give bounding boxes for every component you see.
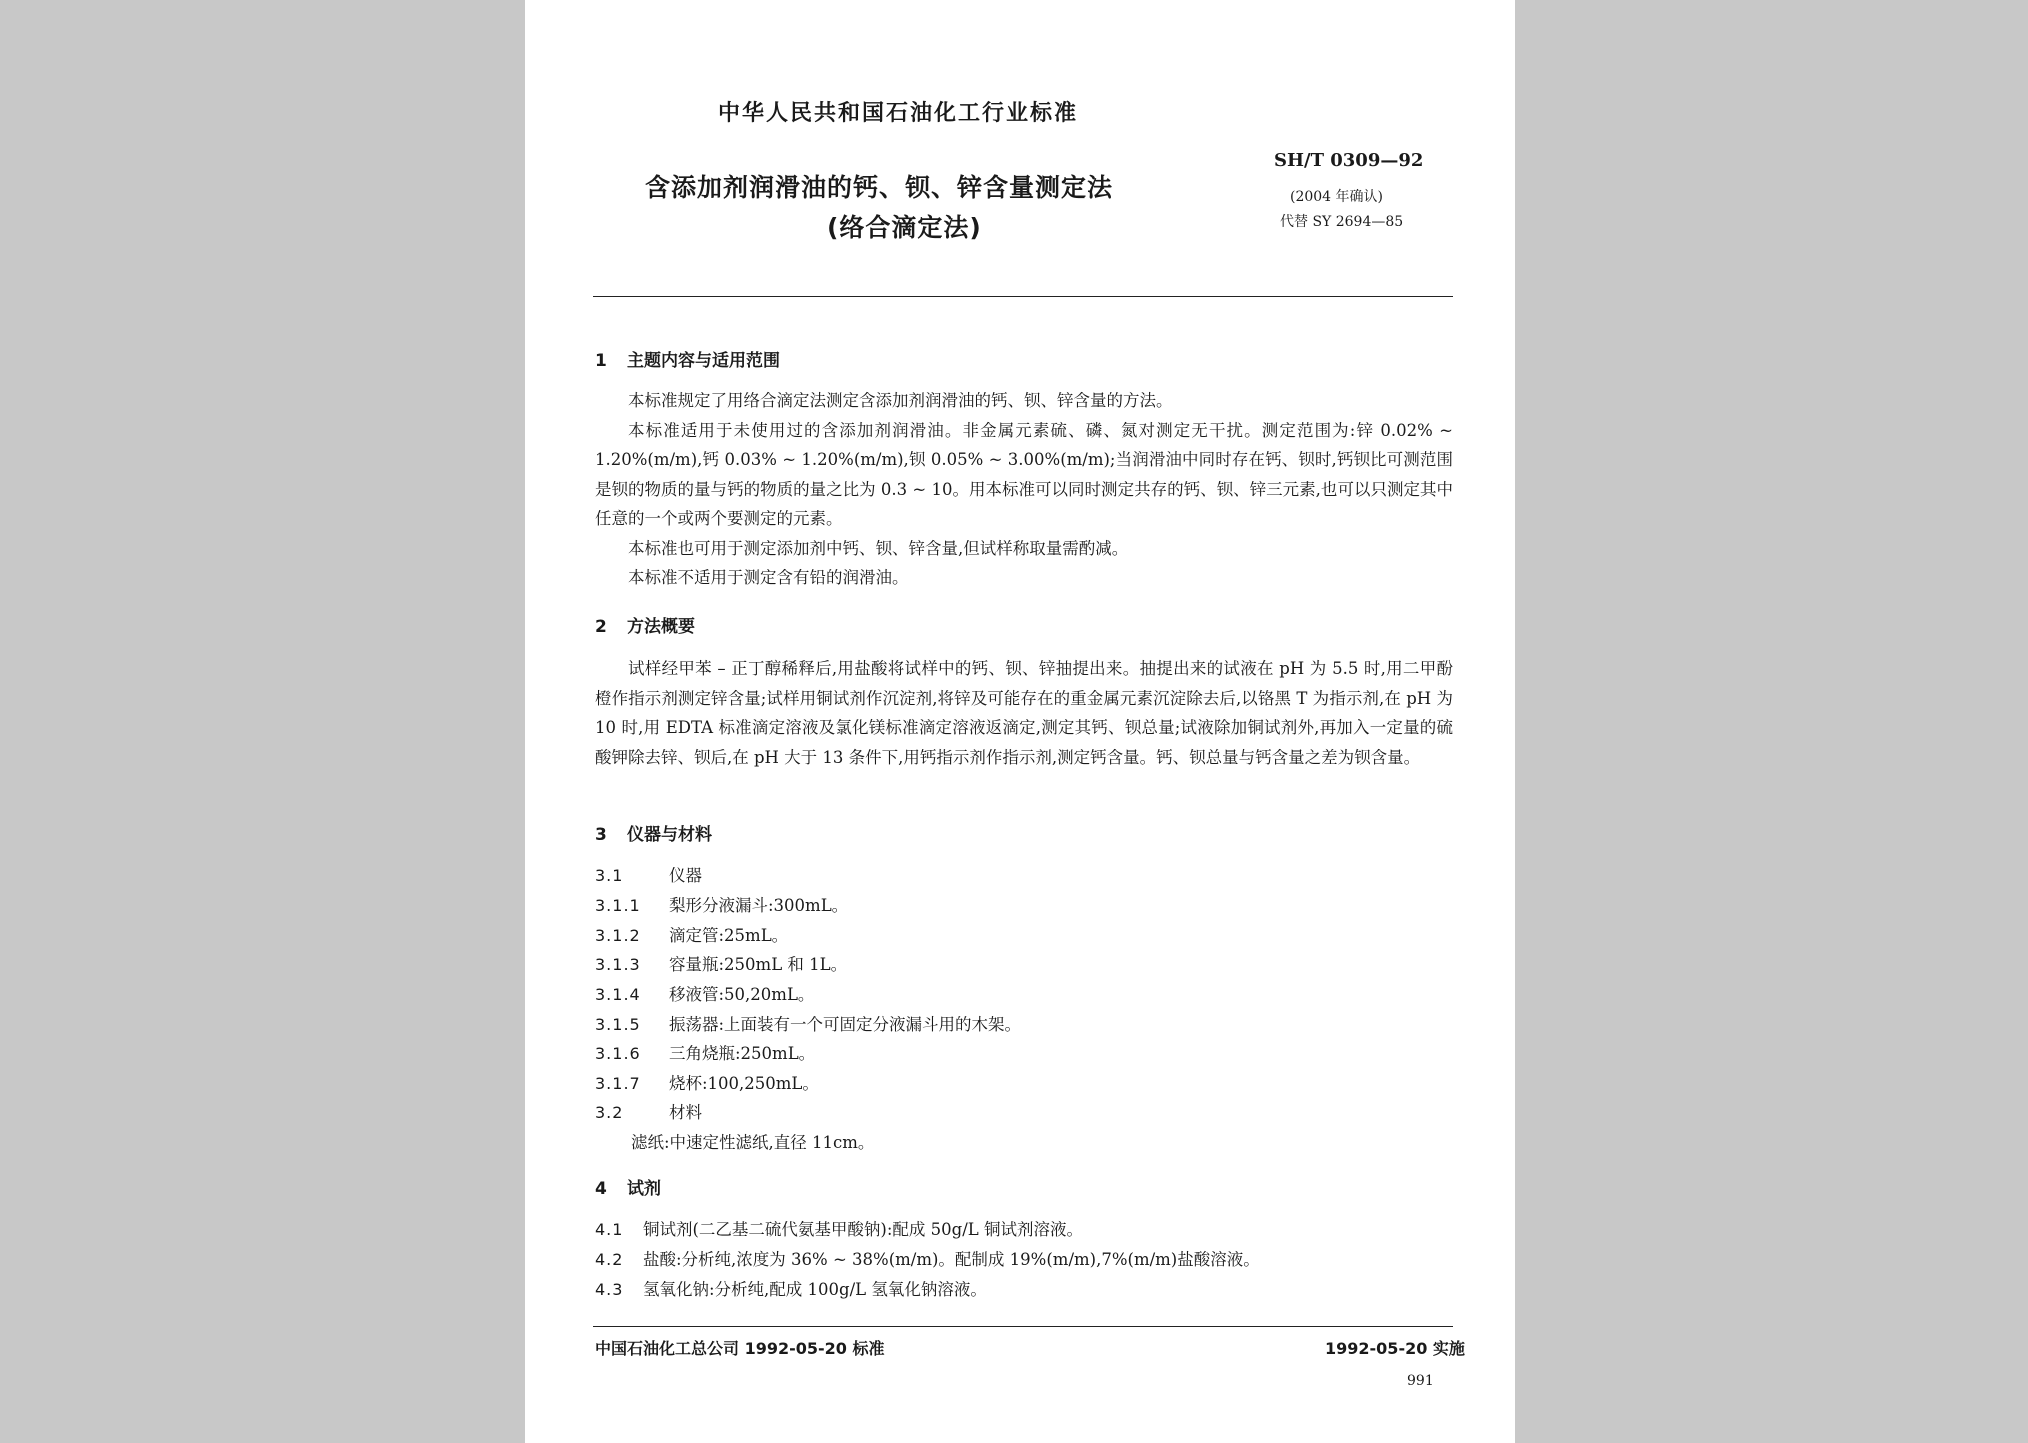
document-page: [525, 0, 1515, 1443]
list-item: 3.2 材料: [595, 1103, 702, 1122]
list-item: 3.1.3 容量瓶:250mL 和 1L。: [595, 955, 848, 974]
paragraph: 本标准适用于未使用过的含添加剂润滑油。非金属元素硫、磷、氮对测定无干扰。测定范围为:锌 0.02% ~ 1.20%(m/m),钙 0.03% ~ 1.20%(m/m),钡 0.05% ~ 3.00%(m/m);当润滑油中同时存在钙、钡时,钙钡比可测范围是钡的物质的量与钙的物质的量之比为 0.3 ~ 10。用本标准可以同时测定共存的钙、钡、锌三元素,也可以只测定其中任意的一个或两个要测定的元素。: [595, 420, 1453, 528]
paragraph: 本标准不适用于测定含有铅的润滑油。: [628, 568, 909, 587]
section-1-body: [595, 386, 1453, 593]
list-item: 3.1.1 梨形分液漏斗:300mL。: [595, 896, 849, 915]
document-title: 含添加剂润滑油的钙、钡、锌含量测定法: [645, 173, 1114, 202]
list-item: 4.3 氢氧化钠:分析纯,配成 100g/L 氢氧化钠溶液。: [595, 1280, 987, 1299]
list-item: 3.1.6 三角烧瓶:250mL。: [595, 1044, 816, 1063]
header-divider: [593, 296, 1453, 297]
list-item: 4.1 铜试剂(二乙基二硫代氨基甲酸钠):配成 50g/L 铜试剂溶液。: [595, 1220, 1083, 1239]
implementation-date: 1992-05-20 实施: [1325, 1339, 1465, 1358]
section-2-heading: 2 方法概要: [595, 617, 695, 637]
material-note: 滤纸:中速定性滤纸,直径 11cm。: [631, 1133, 875, 1152]
issuing-org: 中华人民共和国石油化工行业标准: [718, 101, 1079, 126]
footer-divider: [593, 1326, 1453, 1327]
section-2-body: [595, 654, 1453, 772]
standard-code: SH/T 0309—92: [1274, 150, 1424, 171]
section-4-heading: 4 试剂: [595, 1179, 661, 1199]
list-item: 3.1.5 振荡器:上面装有一个可固定分液漏斗用的木架。: [595, 1015, 1022, 1034]
section-1-heading: 1 主题内容与适用范围: [595, 351, 780, 371]
document-subtitle: (络合滴定法): [827, 213, 982, 242]
list-item: 3.1.2 滴定管:25mL。: [595, 926, 789, 945]
list-item: 3.1.7 烧杯:100,250mL。: [595, 1074, 819, 1093]
list-item: 3.1.4 移液管:50,20mL。: [595, 985, 815, 1004]
list-item: 4.2 盐酸:分析纯,浓度为 36% ~ 38%(m/m)。配制成 19%(m/m),7%(m/m)盐酸溶液。: [595, 1250, 1260, 1269]
paragraph: 本标准规定了用络合滴定法测定含添加剂润滑油的钙、钡、锌含量的方法。: [628, 391, 1173, 410]
paragraph: 本标准也可用于测定添加剂中钙、钡、锌含量,但试样称取量需酌减。: [628, 538, 1129, 558]
confirmation-note: (2004 年确认): [1290, 189, 1384, 205]
list-item: 3.1 仪器: [595, 866, 702, 885]
issue-info: 中国石油化工总公司 1992-05-20 标准: [595, 1339, 885, 1358]
page-number: 991: [1407, 1373, 1434, 1389]
paragraph: 试样经甲苯 – 正丁醇稀释后,用盐酸将试样中的钙、钡、锌抽提出来。抽提出来的试液在 pH 为 5.5 时,用二甲酚橙作指示剂测定锌含量;试样用铜试剂作沉淀剂,将锌及可能存在的重金属元素沉淀除去后,以铬黑 T 为指示剂,在 pH 为 10 时,用 EDTA 标准滴定溶液及氯化镁标准滴定溶液返滴定,测定其钙、钡总量;试液除加铜试剂外,再加入一定量的硫酸钾除去锌、钡后,在 pH 大于 13 条件下,用钙指示剂作指示剂,测定钙含量。钙、钡总量与钙含量之差为钡含量。: [595, 659, 1453, 767]
replaces-note: 代替 SY 2694—85: [1280, 214, 1404, 230]
section-3-heading: 3 仪器与材料: [595, 825, 712, 845]
